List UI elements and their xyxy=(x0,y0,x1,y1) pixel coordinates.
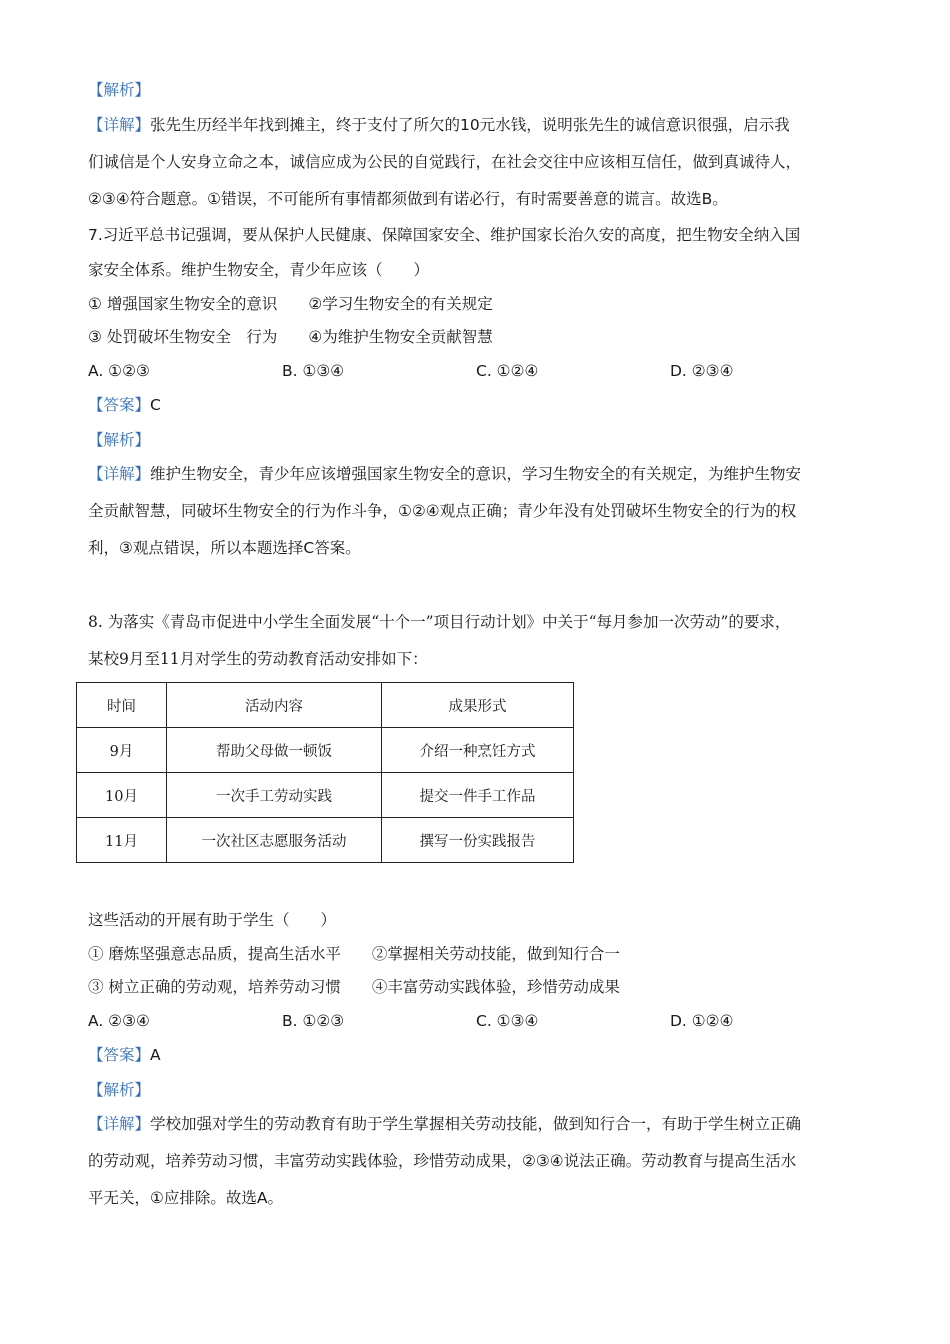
q8-option-b: B. ①②③ xyxy=(282,1012,345,1030)
q8-analysis-heading: 【解析】 xyxy=(88,1081,151,1099)
table-header-cell: 成果形式 xyxy=(382,683,574,728)
q8-statement-1: ① 磨炼坚强意志品质，提高生活水平 ②掌握相关劳动技能，做到知行合一 xyxy=(88,945,620,963)
q6-detail-line-1: 【详解】张先生历经半年找到摊主，终于支付了所欠的10元水钱，说明张先生的诚信意识很强，启示我 xyxy=(88,116,790,134)
q7-analysis-heading: 【解析】 xyxy=(88,431,151,449)
q8-stem-line-2: 某校9月至11月对学生的劳动教育活动安排如下： xyxy=(88,650,428,668)
table-header-cell: 活动内容 xyxy=(167,683,382,728)
detail-tag: 【详解】 xyxy=(88,1115,151,1133)
detail-tag: 【详解】 xyxy=(88,116,151,134)
q6-detail-line-2: 们诚信是个人安身立命之本，诚信应成为公民的自觉践行，在社会交往中应该相互信任，做到真诚待人， xyxy=(88,153,802,171)
q7-statement-1: ① 增强国家生物安全的意识 ②学习生物安全的有关规定 xyxy=(88,295,493,313)
q7-stem-line-2: 家安全体系。维护生物安全，青少年应该（ ） xyxy=(88,261,430,279)
q7-stem-line-1: 7.习近平总书记强调，要从保护人民健康、保障国家安全、维护国家长治久安的高度，把生物安全纳入国 xyxy=(88,226,801,244)
table-cell: 一次手工劳动实践 xyxy=(167,773,382,818)
q8-stem-line-1: 8. 为落实《青岛市促进中小学生全面发展“十个一”项目行动计划》中关于“每月参加一次劳动”的要求， xyxy=(88,613,791,631)
table-cell: 介绍一种烹饪方式 xyxy=(382,728,574,773)
q7-statement-2: ③ 处罚破坏生物安全 行为 ④为维护生物安全贡献智慧 xyxy=(88,328,493,346)
q8-detail-line-1: 【详解】学校加强对学生的劳动教育有助于学生掌握相关劳动技能，做到知行合一，有助于学生树立正确 xyxy=(88,1115,802,1133)
q8-detail-line-3: 平无关，①应排除。故选A。 xyxy=(88,1189,283,1207)
q8-option-a: A. ②③④ xyxy=(88,1012,150,1030)
table-row xyxy=(77,773,574,818)
q7-answer: 【答案】C xyxy=(88,396,161,414)
q7-detail-line-2: 全贡献智慧，同破坏生物安全的行为作斗争，①②④观点正确；青少年没有处罚破坏生物安全的行为的权 xyxy=(88,502,797,520)
q7-option-b: B. ①③④ xyxy=(282,362,345,380)
detail-tag: 【详解】 xyxy=(88,465,151,483)
table-cell: 帮助父母做一顿饭 xyxy=(167,728,382,773)
table-cell: 11月 xyxy=(77,818,167,863)
table-row xyxy=(77,818,574,863)
q7-detail-line-3: 利，③观点错误，所以本题选择C答案。 xyxy=(88,539,361,557)
q7-option-d: D. ②③④ xyxy=(670,362,734,380)
activity-table xyxy=(76,682,574,863)
q8-detail-line-2: 的劳动观，培养劳动习惯，丰富劳动实践体验，珍惜劳动成果，②③④说法正确。劳动教育与提高生活水 xyxy=(88,1152,797,1170)
q8-statement-2: ③ 树立正确的劳动观，培养劳动习惯 ④丰富劳动实践体验，珍惜劳动成果 xyxy=(88,978,620,996)
table-header-row xyxy=(77,683,574,728)
q8-option-c: C. ①③④ xyxy=(476,1012,539,1030)
answer-tag: 【答案】 xyxy=(88,396,151,414)
q7-option-a: A. ①②③ xyxy=(88,362,150,380)
q8-question: 这些活动的开展有助于学生（ ） xyxy=(88,911,337,929)
q7-option-c: C. ①②④ xyxy=(476,362,539,380)
table-cell: 9月 xyxy=(77,728,167,773)
q6-detail-line-3: ②③④符合题意。①错误，不可能所有事情都须做到有诺必行，有时需要善意的谎言。故选B。 xyxy=(88,190,728,208)
table-cell: 一次社区志愿服务活动 xyxy=(167,818,382,863)
table-cell: 提交一件手工作品 xyxy=(382,773,574,818)
table-cell: 撰写一份实践报告 xyxy=(382,818,574,863)
table-row xyxy=(77,728,574,773)
q8-option-d: D. ①②④ xyxy=(670,1012,734,1030)
table-header-cell: 时间 xyxy=(77,683,167,728)
answer-tag: 【答案】 xyxy=(88,1046,151,1064)
q7-detail-line-1: 【详解】维护生物安全，青少年应该增强国家生物安全的意识，学习生物安全的有关规定，为维护生物安 xyxy=(88,465,802,483)
table-cell: 10月 xyxy=(77,773,167,818)
q6-analysis-heading: 【解析】 xyxy=(88,81,151,99)
q8-answer: 【答案】A xyxy=(88,1046,161,1064)
